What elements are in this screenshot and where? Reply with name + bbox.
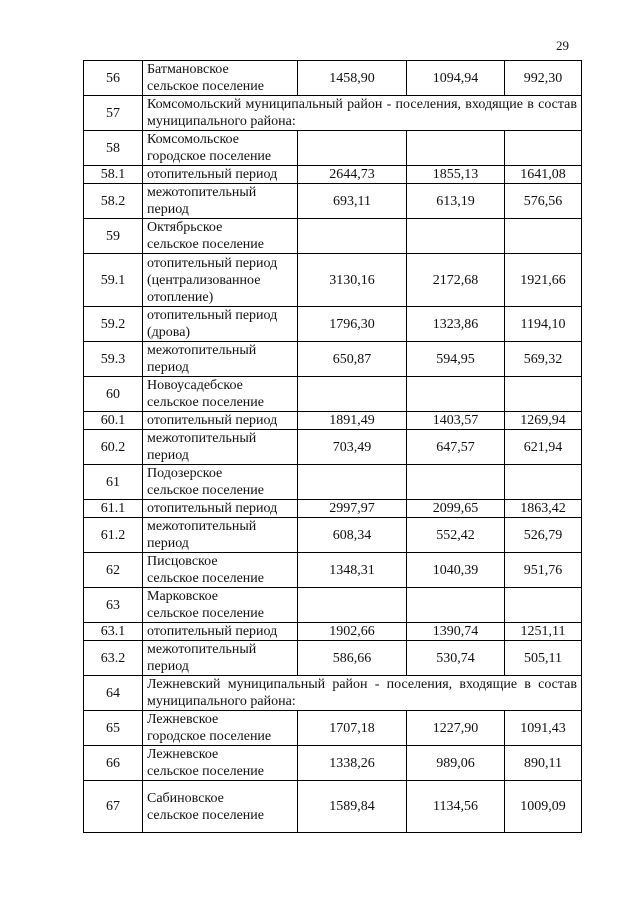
row-number: 61.2 — [84, 518, 143, 553]
settlement-name: Марковское сельское поселение — [143, 588, 298, 623]
row-number: 60.1 — [84, 412, 143, 430]
value-cell — [298, 377, 407, 412]
tariff-table-body — [84, 61, 582, 833]
value-cell: 3130,16 — [298, 254, 407, 307]
value-cell: 989,06 — [407, 746, 505, 781]
table-row — [84, 500, 582, 518]
table-row — [84, 588, 582, 623]
value-cell: 1863,42 — [505, 500, 582, 518]
settlement-name: Сабиновское сельское поселение — [143, 781, 298, 833]
value-cell: 2997,97 — [298, 500, 407, 518]
settlement-name: Подозерское сельское поселение — [143, 465, 298, 500]
row-number: 63.2 — [84, 641, 143, 676]
page-number: 29 — [556, 38, 569, 53]
table-row — [84, 623, 582, 641]
value-cell: 1403,57 — [407, 412, 505, 430]
table-row — [84, 412, 582, 430]
value-cell: 650,87 — [298, 342, 407, 377]
value-cell — [298, 465, 407, 500]
row-number: 60 — [84, 377, 143, 412]
value-cell: 1921,66 — [505, 254, 582, 307]
value-cell: 1009,09 — [505, 781, 582, 833]
value-cell: 2172,68 — [407, 254, 505, 307]
settlement-name: Октябрьское сельское поселение — [143, 219, 298, 254]
value-cell: 1040,39 — [407, 553, 505, 588]
table-section-row — [84, 96, 582, 131]
table-row — [84, 307, 582, 342]
value-cell: 1227,90 — [407, 711, 505, 746]
table-row — [84, 518, 582, 553]
value-cell: 1134,56 — [407, 781, 505, 833]
row-number: 62 — [84, 553, 143, 588]
table-row — [84, 641, 582, 676]
settlement-name: отопительный период — [143, 623, 298, 641]
value-cell: 613,19 — [407, 184, 505, 219]
value-cell — [407, 465, 505, 500]
value-cell: 1323,86 — [407, 307, 505, 342]
value-cell: 951,76 — [505, 553, 582, 588]
value-cell: 2644,73 — [298, 166, 407, 184]
section-heading: Комсомольский муниципальный район - поселения, входящие в состав муниципального района: — [143, 96, 582, 131]
value-cell — [298, 219, 407, 254]
value-cell: 1891,49 — [298, 412, 407, 430]
table-row — [84, 430, 582, 465]
value-cell: 1269,94 — [505, 412, 582, 430]
value-cell: 703,49 — [298, 430, 407, 465]
value-cell: 1796,30 — [298, 307, 407, 342]
settlement-name: межотопительный период — [143, 518, 298, 553]
value-cell — [505, 588, 582, 623]
row-number: 59 — [84, 219, 143, 254]
table-row — [84, 377, 582, 412]
value-cell: 576,56 — [505, 184, 582, 219]
row-number: 63 — [84, 588, 143, 623]
table-row — [84, 166, 582, 184]
row-number: 57 — [84, 96, 143, 131]
settlement-name: отопительный период — [143, 166, 298, 184]
settlement-name: отопительный период (централизованное отопление) — [143, 254, 298, 307]
value-cell: 608,34 — [298, 518, 407, 553]
value-cell: 1251,11 — [505, 623, 582, 641]
row-number: 61.1 — [84, 500, 143, 518]
value-cell: 1902,66 — [298, 623, 407, 641]
table-row — [84, 254, 582, 307]
tariff-table — [83, 60, 582, 833]
settlement-name: Лежневское сельское поселение — [143, 746, 298, 781]
value-cell: 1589,84 — [298, 781, 407, 833]
value-cell: 586,66 — [298, 641, 407, 676]
value-cell: 1194,10 — [505, 307, 582, 342]
settlement-name: межотопительный период — [143, 430, 298, 465]
table-section-row — [84, 676, 582, 711]
table-row — [84, 781, 582, 833]
table-row — [84, 61, 582, 96]
value-cell — [505, 377, 582, 412]
row-number: 59.1 — [84, 254, 143, 307]
value-cell: 530,74 — [407, 641, 505, 676]
value-cell: 569,32 — [505, 342, 582, 377]
row-number: 58.1 — [84, 166, 143, 184]
value-cell — [298, 588, 407, 623]
settlement-name: Комсомольское городское поселение — [143, 131, 298, 166]
value-cell: 1707,18 — [298, 711, 407, 746]
value-cell: 1348,31 — [298, 553, 407, 588]
settlement-name: Лежневское городское поселение — [143, 711, 298, 746]
value-cell — [505, 131, 582, 166]
value-cell: 1641,08 — [505, 166, 582, 184]
value-cell — [407, 377, 505, 412]
value-cell — [407, 219, 505, 254]
settlement-name: Писцовское сельское поселение — [143, 553, 298, 588]
row-number: 58.2 — [84, 184, 143, 219]
settlement-name: Батмановское сельское поселение — [143, 61, 298, 96]
value-cell: 992,30 — [505, 61, 582, 96]
value-cell — [407, 588, 505, 623]
row-number: 61 — [84, 465, 143, 500]
value-cell: 526,79 — [505, 518, 582, 553]
settlement-name: межотопительный период — [143, 184, 298, 219]
row-number: 59.2 — [84, 307, 143, 342]
value-cell — [505, 465, 582, 500]
value-cell: 890,11 — [505, 746, 582, 781]
settlement-name: межотопительный период — [143, 641, 298, 676]
row-number: 67 — [84, 781, 143, 833]
row-number: 63.1 — [84, 623, 143, 641]
table-row — [84, 553, 582, 588]
table-row — [84, 184, 582, 219]
table-row — [84, 131, 582, 166]
settlement-name: отопительный период — [143, 412, 298, 430]
settlement-name: отопительный период (дрова) — [143, 307, 298, 342]
table-row — [84, 746, 582, 781]
row-number: 66 — [84, 746, 143, 781]
row-number: 60.2 — [84, 430, 143, 465]
value-cell: 1091,43 — [505, 711, 582, 746]
table-row — [84, 711, 582, 746]
value-cell: 1338,26 — [298, 746, 407, 781]
settlement-name: межотопительный период — [143, 342, 298, 377]
value-cell — [298, 131, 407, 166]
row-number: 59.3 — [84, 342, 143, 377]
value-cell: 552,42 — [407, 518, 505, 553]
value-cell: 505,11 — [505, 641, 582, 676]
value-cell: 2099,65 — [407, 500, 505, 518]
row-number: 65 — [84, 711, 143, 746]
value-cell: 1390,74 — [407, 623, 505, 641]
value-cell: 621,94 — [505, 430, 582, 465]
settlement-name: отопительный период — [143, 500, 298, 518]
settlement-name: Новоусадебское сельское поселение — [143, 377, 298, 412]
table-row — [84, 219, 582, 254]
value-cell: 647,57 — [407, 430, 505, 465]
value-cell — [505, 219, 582, 254]
value-cell: 594,95 — [407, 342, 505, 377]
section-heading: Лежневский муниципальный район - поселения, входящие в состав муниципального района: — [143, 676, 582, 711]
table-row — [84, 465, 582, 500]
table-row — [84, 342, 582, 377]
row-number: 58 — [84, 131, 143, 166]
value-cell: 1458,90 — [298, 61, 407, 96]
row-number: 64 — [84, 676, 143, 711]
row-number: 56 — [84, 61, 143, 96]
value-cell: 1094,94 — [407, 61, 505, 96]
value-cell: 693,11 — [298, 184, 407, 219]
value-cell — [407, 131, 505, 166]
value-cell: 1855,13 — [407, 166, 505, 184]
